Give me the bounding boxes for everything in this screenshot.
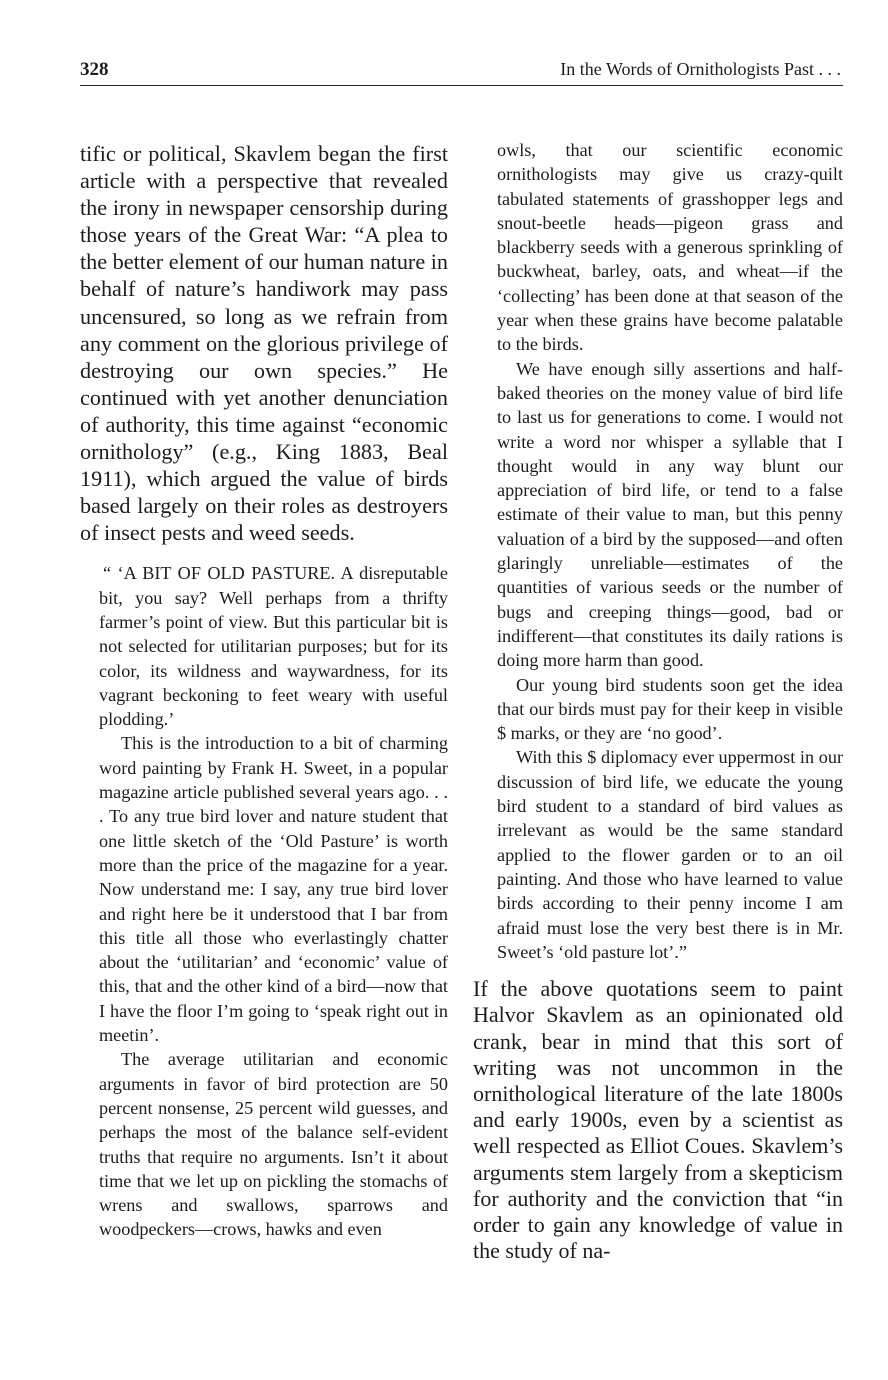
left-column	[80, 140, 448, 1242]
block-quote-paragraph: The average utilitarian and economic arguments in favor of bird protection are 50 percent nonsense, 25 percent wild guesses, and perhaps the most of the balance self-evident truths that require no arguments. Isn’t it about time that we let up on pickling the stomachs of wrens and swallows, sparrows and woodpeckers—crows, hawks and even	[99, 1049, 448, 1240]
page-header	[80, 57, 843, 86]
intro-paragraph: tific or political, Skavlem began the first article with a perspective that revealed the irony in newspaper censorship during those years of the Great War: “A plea to the better element of our human nature in behalf of nature’s handiwork may pass uncensured, so long as we refrain from any comment on the glorious privilege of destroying our own species.” He continued with yet another denunciation of authority, this time against “economic ornithology” (e.g., King 1883, Beal 1911), which argued the value of birds based largely on their roles as destroyers of insect pests and weed seeds.	[80, 141, 448, 546]
block-quote-paragraph: This is the introduction to a bit of charming word painting by Frank H. Sweet, in a popular magazine article published several years ago. . . . To any true bird lover and nature student that one little sketch of the ‘Old Pasture’ is worth more than the price of the magazine for a year. Now understand me: I say, any true bird lover and right here be it understood that I bar from this title all those who everlastingly chatter about the ‘utilitarian’ and ‘economic’ value of this, that and the other kind of a bird—now that I have the floor I’m going to ‘speak right out in meetin’.	[99, 733, 448, 1046]
page-number: 328	[80, 59, 109, 80]
block-quote-paragraph: We have enough silly assertions and half-baked theories on the money value of bird life to last us for generations to come. I would not write a word nor whisper a syllable that I thought would in any way blunt our appreciation of bird life, or tend to a false estimate of their value to man, but this penny valuation of a bird by the supposed—and often glaringly unreliable—estimates of the quantities of various seeds or the number of bugs and creeping things—good, bad or indifferent—that constitutes its daily rations is doing more harm than good.	[497, 358, 843, 671]
right-column	[473, 138, 843, 1264]
block-quote-paragraph: “ ‘A BIT OF OLD PASTURE. A disreputable bit, you say? Well perhaps from a thrifty farmer’s point of view. But this particular bit is not selected for utilitarian purposes; but for its color, its wildness and waywardness, for its vagrant beckoning to feet weary with useful plodding.’	[99, 563, 448, 730]
closing-paragraph: If the above quotations seem to paint Halvor Skavlem as an opinionated old crank, bear in mind that this sort of writing was not uncommon in the ornithological literature of the late 1800s and early 1900s, even by a scientist as well respected as Elliot Coues. Skavlem’s arguments stem largely from a skepticism for authority and the conviction that “in order to gain any knowledge of value in the study of na-	[473, 976, 843, 1264]
block-quote-paragraph: With this $ diplomacy ever uppermost in our discussion of bird life, we educate the young bird student to a standard of bird values as irrelevant as would be the same standard applied to the flower garden or to an oil painting. And those who have learned to value birds according to their penny income I am afraid must lose the very best there is in Mr. Sweet’s ‘old pasture lot’.”	[497, 747, 843, 962]
running-head: In the Words of Ornithologists Past . . .	[560, 59, 841, 79]
block-quote-paragraph: owls, that our scientific economic ornithologists may give us crazy-quilt tabulated statements of grasshopper legs and snout-beetle heads—pigeon grass and blackberry seeds with a generous sprinkling of buckwheat, barley, oats, and wheat—if the ‘collecting’ has been done at that season of the year when these grains have become palatable to the birds.	[497, 140, 843, 355]
block-quote-paragraph: Our young bird students soon get the idea that our birds must pay for their keep in visible $ marks, or they are ‘no good’.	[497, 674, 843, 744]
